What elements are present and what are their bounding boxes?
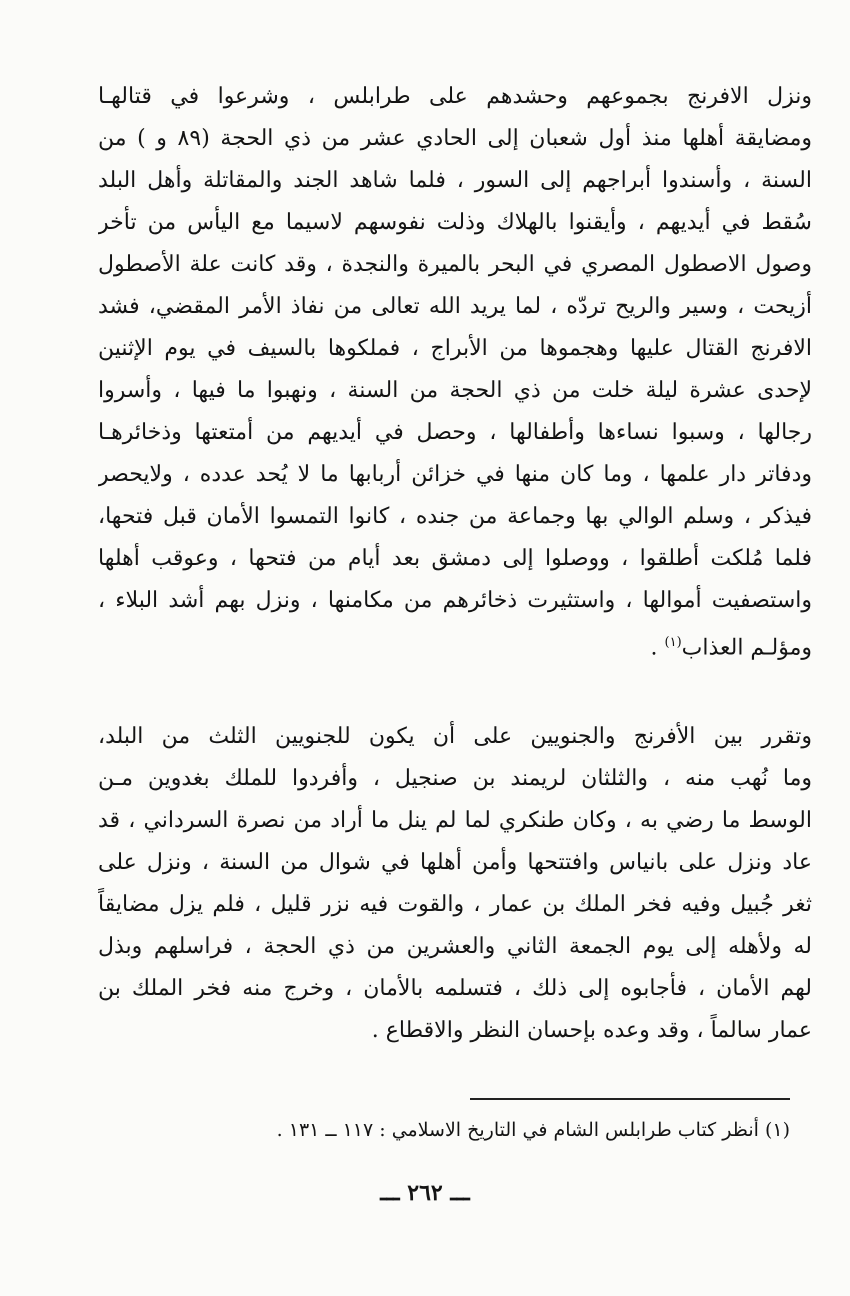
text-line: لإحدى عشرة ليلة خلت من ذي الحجة من السنة ، ونهبوا ما فيها ، وأسروا: [98, 378, 812, 403]
text-line: فلما مُلكت أطلقوا ، ووصلوا إلى دمشق بعد أيام من فتحها ، وعوقب أهلها: [98, 546, 812, 571]
paragraph-2: [98, 716, 812, 1052]
text-line: ثغر جُبيل وفيه فخر الملك بن عمار ، والقوت فيه نزر قليل ، فلم يزل مضايقاً: [98, 892, 812, 917]
text-line: له ولأهله إلى يوم الجمعة الثاني والعشرين من ذي الحجة ، فراسلهم وبذل: [98, 934, 812, 959]
text-line: الوسط ما رضي به ، وكان طنكري لما لم ينل ما أراد من نصرة السرداني ، قد: [98, 808, 812, 833]
text-line: أزيحت ، وسير والريح تردّه ، لما يريد الله تعالى من نفاذ الأمر المقضي، فشد: [98, 294, 812, 319]
text-line-last: [98, 622, 812, 664]
text-line: السنة ، وأسندوا أبراجهم إلى السور ، فلما شاهد الجند والمقاتلة وأهل البلد: [98, 168, 812, 193]
text-line: رجالها ، وسبوا نساءها وأطفالها ، وحصل في أيديهم من أمتعتها وذخائرهـا: [98, 420, 812, 445]
text-line: الافرنج القتال عليها وهجموها من الأبراج ، فملكوها بالسيف في يوم الإثنين: [98, 336, 812, 361]
text-line: لهم الأمان ، فأجابوه إلى ذلك ، فتسلمه بالأمان ، وخرج منه فخر الملك بن: [98, 976, 812, 1001]
text-line: واستصفيت أموالها ، واستثيرت ذخائرهم من مكامنها ، ونزل بهم أشد البلاء ،: [98, 588, 812, 613]
text-line: ونزل الافرنج بجموعهم وحشدهم على طرابلس ، وشرعوا في قتالهـا: [98, 84, 812, 109]
text-line: ودفاتر دار علمها ، وما كان منها في خزائن أربابها ما لا يُحد عدده ، ولايحصر: [98, 462, 812, 487]
page-number: ـــ ٢٦٢ ـــ: [380, 1180, 470, 1206]
text-line: فيذكر ، وسلم الوالي بها وجماعة من جنده ، كانوا التمسوا الأمان قبل فتحها،: [98, 504, 812, 529]
text-line-last: عمار سالماً ، وقد وعده بإحسان النظر والاقطاع .: [371, 1018, 812, 1043]
footnote: (١) أنظر كتاب طرابلس الشام في التاريخ الاسلامي : ١١٧ ــ ١٣١ .: [276, 1119, 790, 1141]
footnote-reference[interactable]: (١): [664, 635, 682, 650]
text-line: ومضايقة أهلها منذ أول شعبان إلى الحادي عشر من ذي الحجة (٨٩ و ) من: [98, 126, 812, 151]
text-line: عاد ونزل على بانياس وافتتحها وأمن أهلها في شوال من السنة ، ونزل على: [98, 850, 812, 875]
text-line-content: ومؤلـم العذاب: [681, 635, 812, 661]
paragraph-1: [98, 76, 812, 664]
text-line: وصول الاصطول المصري في البحر بالميرة والنجدة ، وقد كانت علة الأصطول: [98, 252, 812, 277]
text-line: وتقرر بين الأفرنج والجنويين على أن يكون للجنويين الثلث من البلد،: [98, 724, 812, 749]
sentence-end: .: [650, 635, 665, 661]
text-line: وما نُهب منه ، والثلثان لريمند بن صنجيل ، وأفردوا للملك بغدوين مـن: [98, 766, 812, 791]
text-line: سُقط في أيديهم ، وأيقنوا بالهلاك وذلت نفوسهم لاسيما مع اليأس من تأخر: [98, 210, 812, 235]
footnote-divider: [470, 1098, 790, 1100]
